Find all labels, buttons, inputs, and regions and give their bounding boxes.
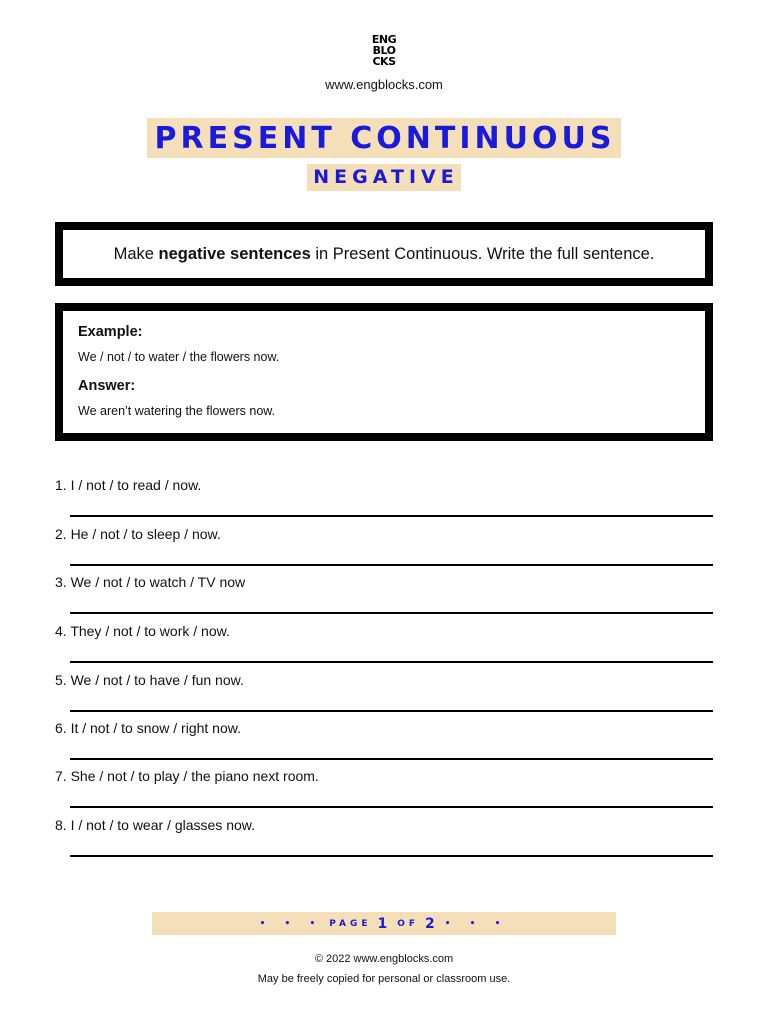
copyright-text: © 2022 www.engblocks.com — [314, 953, 454, 965]
license-text: May be freely copied for personal or classroom use. — [257, 973, 511, 985]
exercise-item — [55, 719, 713, 737]
page-dots-left: • • • — [259, 918, 324, 929]
exercise-prompt: 5. We / not / to have / fun now. — [55, 672, 244, 688]
exercise-prompt: 7. She / not / to play / the piano next room. — [55, 768, 319, 784]
answer-line[interactable] — [70, 661, 713, 663]
title-wrap — [0, 118, 768, 158]
example-text: We / not / to water / the flowers now. — [78, 350, 280, 364]
engblocks-logo — [368, 34, 400, 67]
page-current: 1 — [377, 915, 392, 932]
page-word: PAGE — [329, 918, 372, 929]
answer-label: Answer: — [78, 378, 136, 394]
logo-line-1: ENG — [371, 33, 397, 46]
exercise-prompt: 2. He / not / to sleep / now. — [55, 526, 221, 542]
exercise-prompt: 1. I / not / to read / now. — [55, 477, 202, 493]
subtitle-wrap — [0, 164, 768, 191]
instruction-suffix: in Present Continuous. Write the full sentence. — [310, 244, 655, 263]
exercise-prompt: 3. We / not / to watch / TV now — [55, 574, 246, 590]
exercise-item — [55, 573, 713, 591]
logo-line-2: BLO — [372, 44, 396, 57]
page-subtitle: NEGATIVE — [307, 164, 460, 191]
instruction-text — [114, 245, 655, 264]
page-indicator — [152, 912, 616, 935]
exercise-item — [55, 476, 713, 494]
answer-line[interactable] — [70, 806, 713, 808]
page-total: 2 — [425, 915, 439, 932]
answer-line[interactable] — [70, 758, 713, 760]
exercise-item — [55, 767, 713, 785]
exercise-item — [55, 671, 713, 689]
exercise-item — [55, 622, 713, 640]
exercise-item — [55, 525, 713, 543]
instruction-box — [55, 222, 713, 286]
exercise-prompt: 8. I / not / to wear / glasses now. — [55, 817, 255, 833]
answer-line[interactable] — [70, 515, 713, 517]
example-label: Example: — [78, 324, 143, 340]
instruction-bold: negative sentences — [158, 244, 311, 263]
logo-line-3: CKS — [372, 55, 396, 68]
page-dots-right: • • • — [444, 918, 509, 929]
page-title: PRESENT CONTINUOUS — [147, 118, 622, 158]
site-url: www.engblocks.com — [325, 77, 443, 92]
of-word: OF — [397, 918, 420, 929]
exercise-prompt: 4. They / not / to work / now. — [55, 623, 230, 639]
answer-line[interactable] — [70, 855, 713, 857]
exercise-prompt: 6. It / not / to snow / right now. — [55, 720, 241, 736]
answer-line[interactable] — [70, 564, 713, 566]
answer-line[interactable] — [70, 710, 713, 712]
answer-line[interactable] — [70, 612, 713, 614]
example-box — [55, 303, 713, 441]
instruction-prefix: Make — [113, 244, 159, 263]
answer-text: We aren’t watering the flowers now. — [78, 404, 276, 418]
exercise-item — [55, 816, 713, 834]
